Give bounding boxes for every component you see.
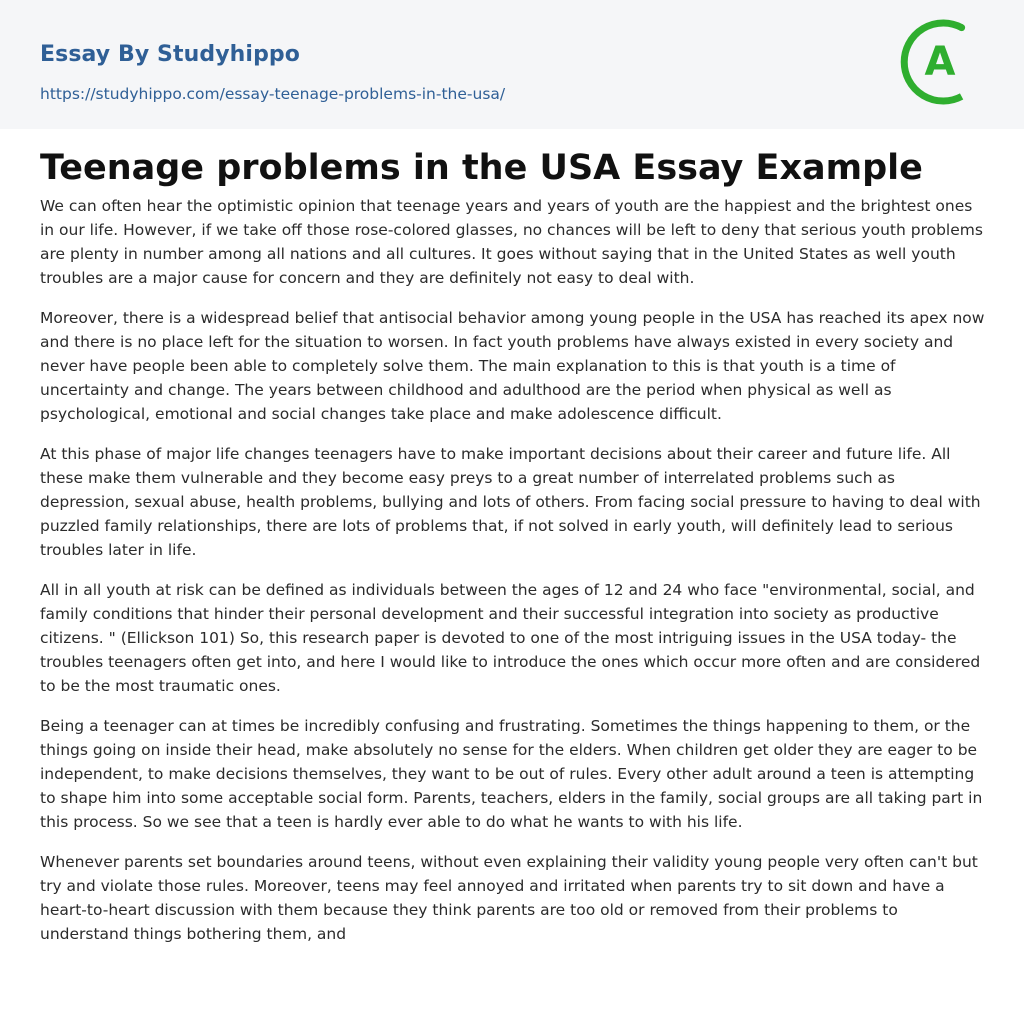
studyhippo-logo-icon[interactable] [900,18,988,106]
paragraph: Being a teenager can at times be incredibly confusing and frustrating. Sometimes the things happening to them, or the things going on inside their head, make absolutely no sense for the elders. When children get older they are eager to be independent, to make decisions themselves, they want to be out of rules. Every other adult around a teen is attempting to shape him into some acceptable social form. Parents, teachers, elders in the family, social groups are all taking part in this process. So we see that a teen is hardly ever able to do what he wants to with his life. [40,717,983,831]
paragraph: All in all youth at risk can be defined as individuals between the ages of 12 and 24 who face "environmental, social, and family conditions that hinder their personal development and their successful integration into society as productive citizens. " (Ellickson 101) So, this research paper is devoted to one of the most intriguing issues in the USA today- the troubles teenagers often get into, and here I would like to introduce the ones which occur more often and are considered to be the most traumatic ones. [40,581,981,695]
paragraph: Moreover, there is a widespread belief that antisocial behavior among young people in the USA has reached its apex now and there is no place left for the situation to worsen. In fact youth problems have always existed in every society and never have people been able to completely solve them. The main explanation to this is that youth is a time of uncertainty and change. The years between childhood and adulthood are the period when physical as well as psychological, emotional and social changes take place and make adolescence difficult. [40,309,985,423]
paragraph: We can often hear the optimistic opinion that teenage years and years of youth are the happiest and the brightest ones in our life. However, if we take off those rose-colored glasses, no chances will be left to deny that serious youth problems are plenty in number among all nations and all cultures. It goes without saying that in the United States as well youth troubles are a major cause for concern and they are definitely not easy to deal with. [40,197,983,287]
source-url[interactable]: https://studyhippo.com/essay-teenage-problems-in-the-usa/ [40,85,506,103]
paragraph: Whenever parents set boundaries around teens, without even explaining their validity young people very often can't but try and violate those rules. Moreover, teens may feel annoyed and irritated when parents try to sit down and have a heart-to-heart discussion with them because they think parents are too old or removed from their problems to understand things bothering them, and [40,853,978,943]
logo-ring-tip [962,28,983,97]
page-title: Teenage problems in the USA Essay Example [40,148,923,188]
paragraph: At this phase of major life changes teenagers have to make important decisions about their career and future life. All these make them vulnerable and they become easy preys to a great number of interrelated problems such as depression, sexual abuse, health problems, bullying and lots of others. From facing social pressure to having to deal with puzzled family relationships, there are lots of problems that, if not solved in early youth, will definitely lead to serious troubles later in life. [40,445,981,559]
article-body [40,194,988,962]
logo-letter: A [924,39,956,85]
site-header [0,0,1024,129]
brand-title[interactable]: Essay By Studyhippo [40,42,300,67]
